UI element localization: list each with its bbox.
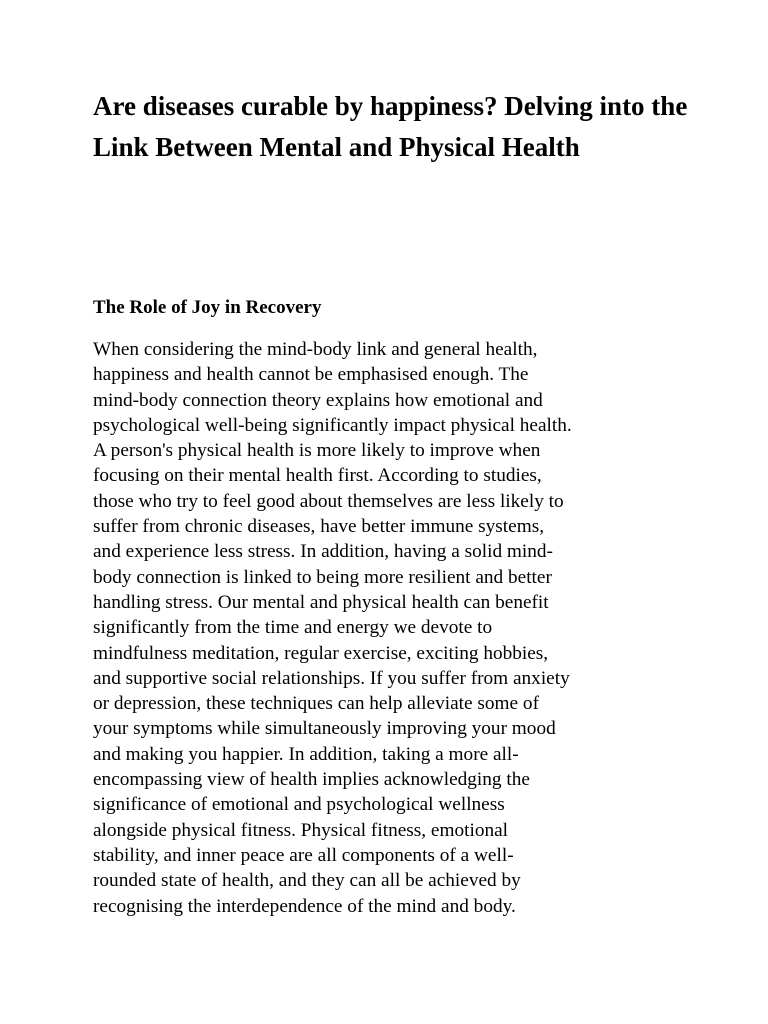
body-line: stability, and inner peace are all components of a well- (93, 844, 514, 866)
body-line: happiness and health cannot be emphasised enough. The (93, 364, 529, 386)
body-line: and making you happier. In addition, taking a more all- (93, 743, 519, 765)
body-line: or depression, these techniques can help alleviate some of (93, 693, 539, 715)
body-line: psychological well-being significantly impact physical health. (93, 414, 572, 436)
body-paragraph (93, 337, 683, 919)
body-line: A person's physical health is more likely to improve when (93, 440, 541, 462)
body-line: alongside physical fitness. Physical fitness, emotional (93, 819, 509, 841)
body-line: encompassing view of health implies acknowledging the (93, 769, 530, 791)
body-line: those who try to feel good about themselves are less likely to (93, 490, 564, 512)
body-line: focusing on their mental health first. According to studies, (93, 465, 542, 487)
body-line: and supportive social relationships. If you suffer from anxiety (93, 667, 570, 689)
body-line: mind-body connection theory explains how emotional and (93, 389, 543, 411)
body-line: mindfulness meditation, regular exercise, exciting hobbies, (93, 642, 549, 664)
body-line: significantly from the time and energy we devote to (93, 617, 493, 639)
body-line: rounded state of health, and they can all be achieved by (93, 870, 521, 892)
body-line: body connection is linked to being more resilient and better (93, 566, 552, 588)
body-line: handling stress. Our mental and physical health can benefit (93, 591, 549, 613)
body-line: When considering the mind-body link and general health, (93, 339, 538, 360)
section-heading: The Role of Joy in Recovery (93, 297, 322, 318)
body-line: your symptoms while simultaneously improving your mood (93, 718, 556, 740)
body-line: and experience less stress. In addition, having a solid mind- (93, 541, 553, 563)
body-line: significance of emotional and psychological wellness (93, 794, 505, 816)
body-line: suffer from chronic diseases, have better immune systems, (93, 516, 545, 538)
body-line: recognising the interdependence of the mind and body. (93, 895, 516, 917)
document-title: Are diseases curable by happiness? Delving into the Link Between Mental and Physical Health (93, 91, 688, 162)
